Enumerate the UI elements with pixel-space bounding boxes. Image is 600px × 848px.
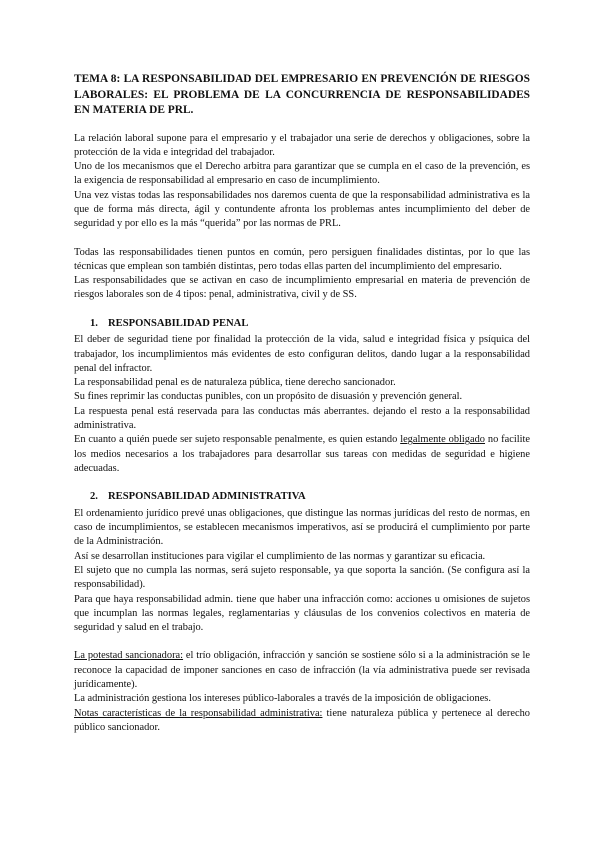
section-paragraph [74,433,530,476]
section-paragraph: Así se desarrollan instituciones para vigilar el cumplimiento de las normas y garantizar su eficacia. [74,550,486,562]
text-run: el trío obligación, infracción y sanción se sostiene sólo si a la administración se le reconoce la capacidad de imponer sanciones en caso de infracción (la vía administrativa puede ser revisada jurídicamente). [74,650,530,690]
section-paragraph: Su fines reprimir las conductas punibles, con un propósito de disuasión y prevención general. [74,391,463,403]
intro-block [74,132,530,232]
section-paragraph: La respuesta penal está reservada para las conductas más aberrantes. dejando el resto a la responsabilidad administrativa. [74,405,530,432]
intro2-paragraph: Las responsabilidades que se activan en caso de incumplimiento empresarial en materia de prevención de riesgos laborales son de 4 tipos: penal, administrativa, civil y de SS. [74,275,530,301]
underlined-term: Notas características de la responsabilidad administrativa: [74,707,323,719]
section-paragraph: El ordenamiento jurídico prevé unas obligaciones, que distingue las normas jurídicas del resto de normas, en caso de incumplimientos, se establecen mecanismos imperativos, así se producirá el cumplimiento por parte de la Administración. [74,507,530,548]
section-paragraph: El sujeto que no cumpla las normas, será sujeto responsable, ya que soporta la sanción. (Se configura así la responsabilidad). [74,564,530,591]
text-run: En cuanto a quién puede ser sujeto responsable penalmente, es quien estando [74,434,401,446]
section-number: 2. [90,491,98,503]
page-title: TEMA 8: LA RESPONSABILIDAD DEL EMPRESARIO EN PREVENCIÓN DE RIESGOS LABORALES: EL PROBLEMA DE LA CONCURRENCIA DE RESPONSABILIDADES EN MATERIA DE PRL. [74,73,530,116]
intro-paragraph: La relación laboral supone para el empresario y el trabajador una serie de derechos y obligaciones, sobre la protección de la vida e integridad del trabajador. [74,132,530,158]
intro2-paragraph: Todas las responsabilidades tienen puntos en común, pero persiguen finalidades distintas, por lo que las técnicas que emplean son también distintas, pero todas ellas parten del incumplimiento del empresario. [74,246,530,272]
underlined-term: legalmente obligado [400,434,486,446]
section-paragraph: El deber de seguridad tiene por finalidad la protección de la vida, salud e integridad física y psíquica del trabajador, los incumplimientos más evidentes de esto configuran delitos, dando lugar a la responsabilidad penal del infractor. [74,334,530,374]
section-paragraph: La administración gestiona los intereses público-laborales a través de la imposición de obligaciones. [74,693,491,705]
section-title: RESPONSABILIDAD PENAL [108,317,249,329]
intro2-block [74,246,530,303]
section-paragraph: La responsabilidad penal es de naturaleza pública, tiene derecho sancionador. [74,377,396,389]
notas-paragraph [74,707,530,736]
section-heading [74,317,530,332]
section-paragraph: Para que haya responsabilidad admin. tiene que haber una infracción como: acciones u omisiones de sujetos que incumplan las normas legales, reglamentarias y cláusulas de los convenios colectivos en materia de seguridad y salud en el trabajo. [74,593,530,634]
text-run: no facilite los medios necesarios a los trabajadores para desarrollar sus tareas con medidas de seguridad e higiene adecuadas. [74,434,530,474]
intro-paragraph: Uno de los mecanismos que el Derecho arbitra para garantizar que se cumpla en el caso de la prevención, es la exigencia de responsabilidad al empresario en caso de incumplimiento. [74,161,530,187]
intro-paragraph: Una vez vistas todas las responsabilidades nos daremos cuenta de que la responsabilidad administrativa es la que de forma más directa, ágil y contundente afronta los problemas antes incumplimiento del deber de seguridad y por ello es la más “querida” por las normas de PRL. [74,189,530,230]
section-title: RESPONSABILIDAD ADMINISTRATIVA [108,491,306,503]
underlined-term: La potestad sancionadora: [74,650,184,662]
section-administrativa [74,490,530,735]
section-heading [74,490,530,505]
section-number: 1. [90,317,98,329]
text-run: tiene naturaleza pública y pertenece al derecho público sancionador. [74,707,530,733]
section-penal [74,317,530,476]
potestad-paragraph [74,649,530,692]
